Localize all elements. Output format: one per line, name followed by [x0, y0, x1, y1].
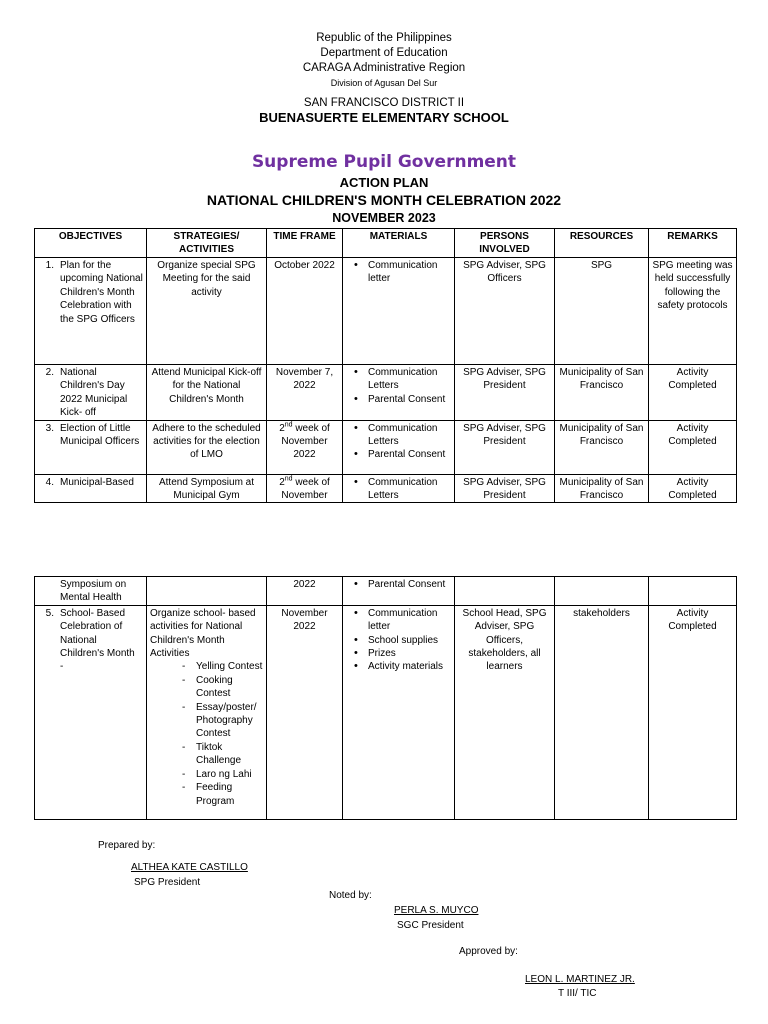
row-number: 3.	[45, 422, 54, 434]
objective-cell	[35, 474, 147, 503]
persons-cell: SPG Adviser, SPG President	[455, 420, 555, 474]
material-item: • Communication Letters	[368, 476, 451, 503]
col-header-objectives: OBJECTIVES	[35, 229, 147, 258]
header-month: NOVEMBER 2023	[332, 211, 436, 225]
col-header-resources: RESOURCES	[555, 229, 649, 258]
strategy-cell: Adhere to the scheduled activities for the election of LMO	[147, 420, 267, 474]
material-item: • Communication Letters	[368, 422, 451, 449]
material-item: • School supplies	[368, 634, 451, 647]
header-school: BUENASUERTE ELEMENTARY SCHOOL	[259, 110, 509, 125]
material-item: • Communication letter	[368, 259, 451, 286]
table-row	[35, 474, 737, 503]
prepared-by-title: SPG President	[134, 877, 201, 888]
objective-cell	[35, 605, 147, 819]
strategy-cell	[147, 577, 267, 606]
time-frame-cell: 2022	[267, 577, 343, 606]
approved-by-name: LEON L. MARTINEZ JR.	[525, 974, 635, 985]
approved-by-label: Approved by:	[459, 946, 518, 957]
materials-cell	[343, 365, 455, 421]
activities-list	[150, 660, 263, 807]
strategy-text: Organize school- based activities for National Children's Month	[150, 607, 256, 646]
objective-text: Election of Little Municipal Officers	[60, 422, 140, 448]
persons-cell: SPG Adviser, SPG Officers	[455, 258, 555, 365]
materials-cell	[343, 420, 455, 474]
resources-cell: Municipality of San Francisco	[555, 474, 649, 503]
remarks-cell: SPG meeting was held successfully following the safety protocols	[649, 258, 737, 365]
objective-cell	[35, 258, 147, 365]
remarks-cell	[649, 577, 737, 606]
header-action-plan: ACTION PLAN	[339, 175, 429, 190]
objective-cell	[35, 365, 147, 421]
header-division: Division of Agusan Del Sur	[330, 78, 438, 88]
col-header-time-frame: TIME FRAME	[267, 229, 343, 258]
action-plan-table-part1	[34, 228, 737, 503]
objective-text: Symposium on Mental Health	[60, 579, 127, 604]
resources-cell: Municipality of San Francisco	[555, 420, 649, 474]
activity-item: - Yelling Contest	[196, 660, 263, 673]
materials-cell	[343, 258, 455, 365]
materials-cell	[343, 577, 455, 606]
activity-item: - Essay/poster/ Photography Contest	[196, 701, 263, 741]
strategy-cell: Attend Municipal Kick-off for the National Children's Month	[147, 365, 267, 421]
header-region: CARAGA Administrative Region	[302, 62, 466, 74]
row-number: 1.	[45, 260, 54, 271]
resources-cell	[555, 577, 649, 606]
table-row	[35, 577, 737, 606]
material-item: • Prizes	[368, 647, 451, 660]
persons-cell	[455, 577, 555, 606]
header-org: Supreme Pupil Government	[251, 152, 517, 172]
time-frame-cell: November 2022	[267, 605, 343, 819]
activity-item: - Laro ng Lahi	[196, 768, 263, 781]
persons-cell: School Head, SPG Adviser, SPG Officers, stakeholders, all learners	[455, 605, 555, 819]
col-header-materials: MATERIALS	[343, 229, 455, 258]
objective-cell	[35, 420, 147, 474]
objective-text: Municipal-Based	[60, 476, 134, 488]
col-header-remarks: REMARKS	[649, 229, 737, 258]
table-row	[35, 365, 737, 421]
objective-text: National Children's Day 2022 Municipal Kick- off	[60, 367, 128, 419]
action-plan-table-part2	[34, 576, 737, 820]
persons-cell: SPG Adviser, SPG President	[455, 474, 555, 503]
header-event: NATIONAL CHILDREN'S MONTH CELEBRATION 2022	[206, 192, 562, 208]
prepared-by-label: Prepared by:	[98, 840, 156, 851]
activities-label: Activities	[150, 648, 190, 660]
time-frame-cell: October 2022	[267, 258, 343, 365]
strategy-cell: Attend Symposium at Municipal Gym	[147, 474, 267, 503]
strategy-cell	[147, 605, 267, 819]
materials-cell	[343, 605, 455, 819]
activity-item: - Feeding Program	[196, 781, 263, 808]
activity-item: - Cooking Contest	[196, 674, 263, 701]
table-row	[35, 258, 737, 365]
header-deped: Department of Education	[320, 47, 448, 59]
resources-cell: stakeholders	[555, 605, 649, 819]
materials-cell	[343, 474, 455, 503]
material-item: • Communication Letters	[368, 366, 451, 393]
resources-cell: SPG	[555, 258, 649, 365]
row-number: 5.	[45, 607, 54, 619]
header-republic: Republic of the Philippines	[316, 32, 452, 44]
table-row	[35, 605, 737, 819]
objective-text: School- Based Celebration of National Children's Month -	[60, 607, 135, 673]
table-row	[35, 420, 737, 474]
remarks-cell: Activity Completed	[649, 365, 737, 421]
prepared-by-name: ALTHEA KATE CASTILLO	[131, 862, 248, 873]
noted-by-name: PERLA S. MUYCO	[394, 905, 479, 916]
table-header-row	[35, 229, 737, 258]
approved-by-title: T III/ TIC	[558, 988, 597, 999]
time-frame-cell: November 7, 2022	[267, 365, 343, 421]
remarks-cell: Activity Completed	[649, 420, 737, 474]
material-item: • Parental Consent	[368, 578, 451, 591]
material-item: • Parental Consent	[368, 393, 451, 406]
material-item: • Parental Consent	[368, 448, 451, 461]
persons-cell: SPG Adviser, SPG President	[455, 365, 555, 421]
time-frame-cell: 2nd week of November	[267, 474, 343, 503]
strategy-cell: Organize special SPG Meeting for the said activity	[147, 258, 267, 365]
noted-by-label: Noted by:	[329, 890, 372, 901]
resources-cell: Municipality of San Francisco	[555, 365, 649, 421]
remarks-cell: Activity Completed	[649, 605, 737, 819]
material-item: • Communication letter	[368, 607, 451, 634]
remarks-cell: Activity Completed	[649, 474, 737, 503]
row-number: 4.	[45, 476, 54, 488]
objective-text: Plan for the upcoming National Children's Month Celebration with the SPG Officers	[60, 260, 143, 325]
material-item: • Activity materials	[368, 660, 451, 673]
row-number: 2.	[45, 367, 54, 378]
activity-item: - Tiktok Challenge	[196, 741, 263, 768]
noted-by-title: SGC President	[397, 920, 464, 931]
col-header-persons: PERSONS INVOLVED	[455, 229, 555, 258]
header-district: SAN FRANCISCO DISTRICT II	[303, 97, 465, 109]
time-frame-cell: 2nd week of November 2022	[267, 420, 343, 474]
col-header-strategies: STRATEGIES/ ACTIVITIES	[147, 229, 267, 258]
objective-cell	[35, 577, 147, 606]
